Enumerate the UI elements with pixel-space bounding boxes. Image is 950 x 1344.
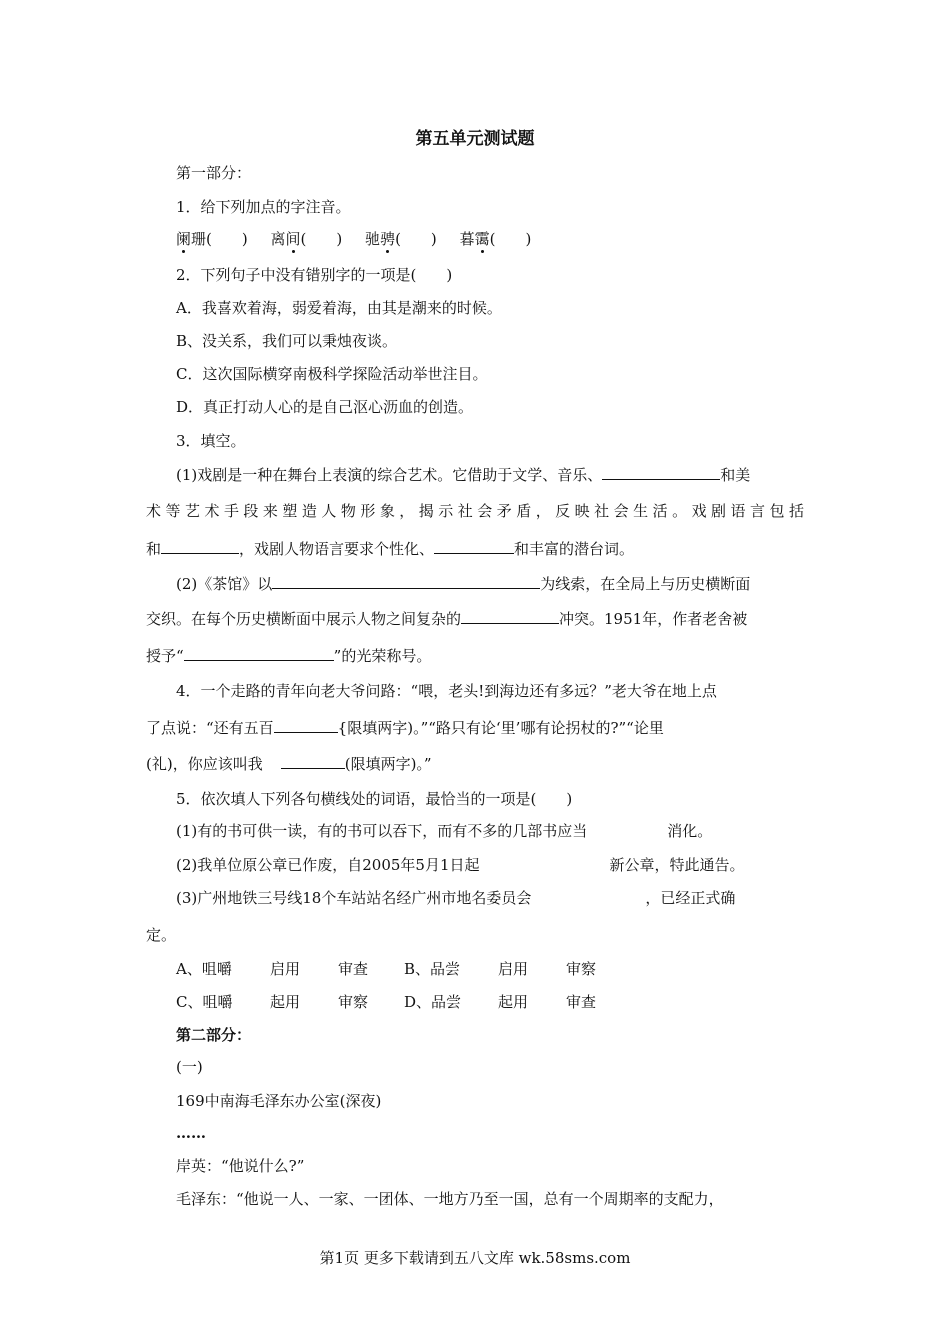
document-title: 第五单元测试题 <box>415 129 535 149</box>
q3-p2-line1: (2)《茶馆》以 为线索，在全局上与历史横断面 <box>176 575 751 593</box>
q4-line3: (礼)，你应该叫我 (限填两字)。” <box>146 755 432 773</box>
ellipsis: …… <box>176 1124 206 1142</box>
q5-sentence2: (2)我单位原公章已作废，自2005年5月1日起 新公章，特此通告。 <box>176 856 745 874</box>
q3-p1-line2: 术等艺术手段来塑造人物形象，揭示社会矛盾，反映社会生活。戏剧语言包括 <box>146 502 804 520</box>
q4-line2: 了点说：“还有五百 {限填两字)。”“路只有论‘里’哪有论拐杖的?”“论里 <box>146 719 664 737</box>
dialogue-line-2: 毛泽东：“他说一人、一家、一团体、一地方乃至一国，总有一个周期率的支配力， <box>176 1190 724 1208</box>
q4-line1: 4．一个走路的青年向老大爷问路：“喂，老头!到海边还有多远？”老大爷在地上点 <box>176 682 717 700</box>
q1-item-1: 阑珊( ) <box>176 230 248 248</box>
q2-option-a: A．我喜欢着海，弱爱着海，由其是潮来的时候。 <box>176 299 502 317</box>
q3-p1-line1: (1)戏剧是一种在舞台上表演的综合艺术。它借助于文学、音乐、 和美 <box>176 466 751 484</box>
q1-item-2: 离间( ) <box>270 230 343 248</box>
q1-item-4: 暮霭( ) <box>459 230 532 248</box>
q3-p2-line2: 交织。在每个历史横断面中展示人物之间复杂的 冲突。1951年，作者老舍被 <box>146 610 748 628</box>
q5-sentence1: (1)有的书可供一读，有的书可以吞下，而有不多的几部书应当 消化。 <box>176 822 713 840</box>
page-footer: 第1页 更多下载请到五八文库 wk.58sms.com <box>319 1249 631 1267</box>
q1-items <box>176 228 531 250</box>
part1-heading: 第一部分： <box>176 164 252 182</box>
q5-sentence3: (3)广州地铁三号线18个车站站名经广州市地名委员会 ，已经正式确 <box>176 889 736 907</box>
scene-heading: 169中南海毛泽东办公室(深夜) <box>176 1092 382 1110</box>
dialogue-line-1: 岸英：“他说什么?” <box>176 1157 305 1175</box>
part2-heading: 第二部分： <box>176 1026 252 1044</box>
q5-stem: 5．依次填人下列各句横线处的词语，最恰当的一项是( ) <box>176 790 573 808</box>
q2-stem: 2．下列句子中没有错别字的一项是( ) <box>176 266 453 284</box>
q3-stem: 3．填空。 <box>176 432 246 450</box>
q5-sentence3-end: 定。 <box>146 926 177 944</box>
q5-options-ab: A、咀嚼 启用 审查 B、品尝 启用 审察 <box>176 960 597 978</box>
q2-option-c: C．这次国际横穿南极科学探险活动举世注目。 <box>176 365 488 383</box>
q1-stem: 1．给下列加点的字注音。 <box>176 198 351 216</box>
q2-option-d: D．真正打动人心的是自己沤心沥血的创造。 <box>176 398 474 416</box>
q3-p2-line3: 授予“ ”的光荣称号。 <box>146 647 432 665</box>
q1-item-3: 驰骋( ) <box>365 230 437 248</box>
q3-p1-line3: 和 ，戏剧人物语言要求个性化、 和丰富的潜台词。 <box>146 540 635 558</box>
q2-option-b: B、没关系，我们可以秉烛夜谈。 <box>176 332 398 350</box>
q5-options-cd: C、咀嚼 起用 审察 D、品尝 起用 审查 <box>176 993 597 1011</box>
part2-subsection: (一) <box>176 1058 203 1076</box>
